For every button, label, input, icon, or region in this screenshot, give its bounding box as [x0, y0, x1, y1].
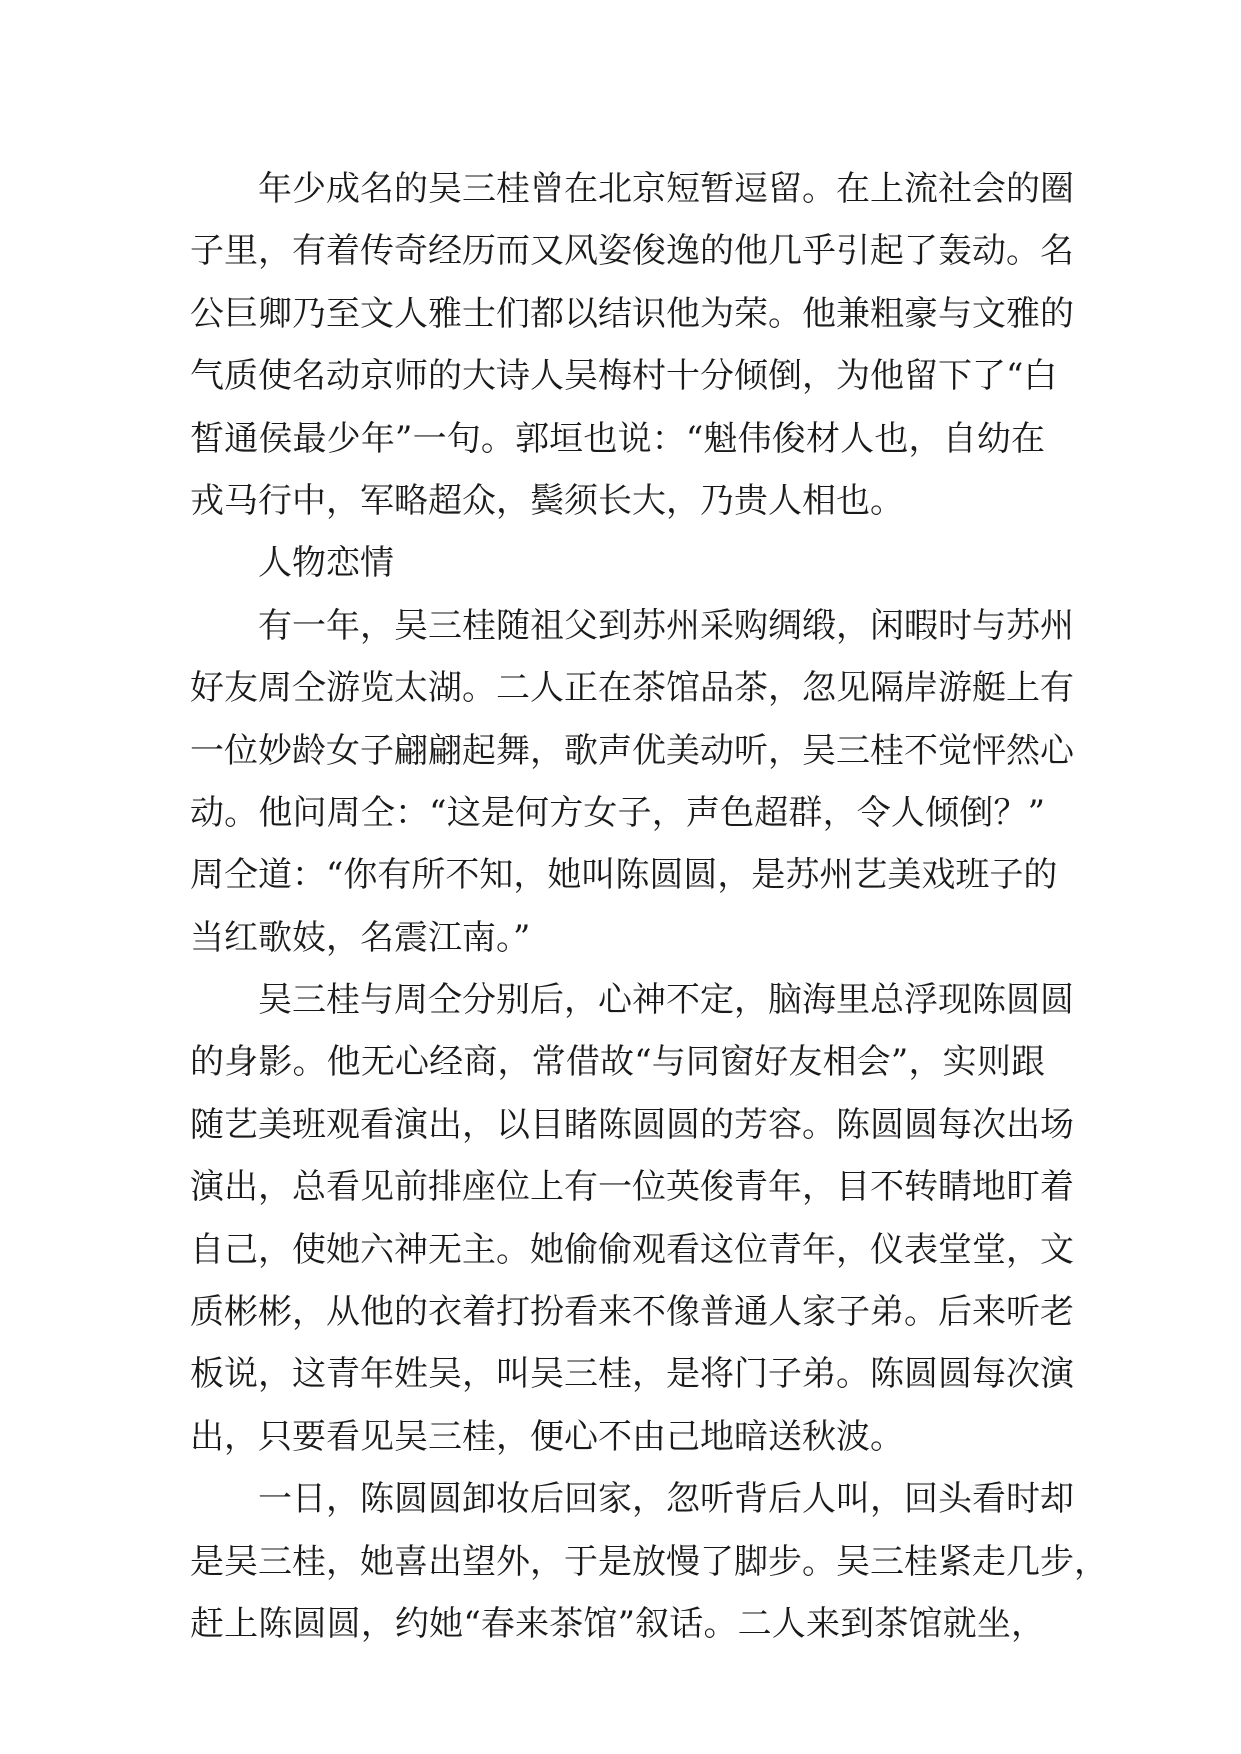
paragraph-4-line-1: 吴三桂与周仝分别后，心神不定，脑海里总浮现陈圆圆	[258, 980, 1074, 1021]
paragraph-4-line-7: 板说，这青年姓吴，叫吴三桂，是将门子弟。陈圆圆每次演	[190, 1354, 1074, 1395]
section-heading: 人物恋情	[258, 543, 394, 584]
paragraph-5-line-3: 赶上陈圆圆，约她“春来茶馆”叙话。二人来到茶馆就坐，	[190, 1603, 1045, 1644]
document-body	[190, 158, 1108, 1655]
paragraph-5-line-1: 一日，陈圆圆卸妆后回家，忽听背后人叫，回头看时却	[258, 1479, 1074, 1520]
paragraph-1-line-2: 子里，有着传奇经历而又风姿俊逸的他几乎引起了轰动。名	[190, 231, 1074, 272]
paragraph-4-line-6: 质彬彬，从他的衣着打扮看来不像普通人家子弟。后来听老	[190, 1292, 1074, 1333]
paragraph-5-line-2: 是吴三桂，她喜出望外，于是放慢了脚步。吴三桂紧走几步，	[190, 1541, 1108, 1582]
paragraph-4-line-4: 演出，总看见前排座位上有一位英俊青年，目不转睛地盯着	[190, 1167, 1074, 1208]
paragraph-3-line-5: 周仝道：“你有所不知，她叫陈圆圆，是苏州艺美戏班子的	[190, 855, 1058, 896]
paragraph-3-line-2: 好友周仝游览太湖。二人正在茶馆品茶，忽见隔岸游艇上有	[190, 668, 1074, 709]
paragraph-3-line-4: 动。他问周仝：“这是何方女子，声色超群，令人倾倒？”	[190, 792, 1045, 833]
paragraph-1-line-6: 戎马行中，军略超众，鬓须长大，乃贵人相也。	[190, 480, 904, 521]
paragraph-1-line-4: 气质使名动京师的大诗人吴梅村十分倾倒，为他留下了“白	[190, 356, 1058, 397]
paragraph-1-line-1: 年少成名的吴三桂曾在北京短暂逗留。在上流社会的圈	[258, 169, 1074, 209]
paragraph-4-line-3: 随艺美班观看演出，以目睹陈圆圆的芳容。陈圆圆每次出场	[190, 1104, 1074, 1145]
paragraph-3-line-6: 当红歌妓，名震江南。”	[190, 917, 531, 958]
paragraph-3-line-1: 有一年，吴三桂随祖父到苏州采购绸缎，闲暇时与苏州	[258, 605, 1074, 646]
paragraph-1-line-3: 公巨卿乃至文人雅士们都以结识他为荣。他兼粗豪与文雅的	[190, 293, 1074, 334]
paragraph-3-line-3: 一位妙龄女子翩翩起舞，歌声优美动听，吴三桂不觉怦然心	[190, 730, 1074, 771]
paragraph-1-line-5: 皙通侯最少年”一句。郭垣也说：“魁伟俊材人也，自幼在	[190, 418, 1045, 459]
paragraph-4-line-8: 出，只要看见吴三桂，便心不由己地暗送秋波。	[190, 1416, 904, 1457]
paragraph-4-line-5: 自己，使她六神无主。她偷偷观看这位青年，仪表堂堂，文	[190, 1229, 1074, 1270]
paragraph-4-line-2: 的身影。他无心经商，常借故“与同窗好友相会”，实则跟	[190, 1042, 1045, 1083]
